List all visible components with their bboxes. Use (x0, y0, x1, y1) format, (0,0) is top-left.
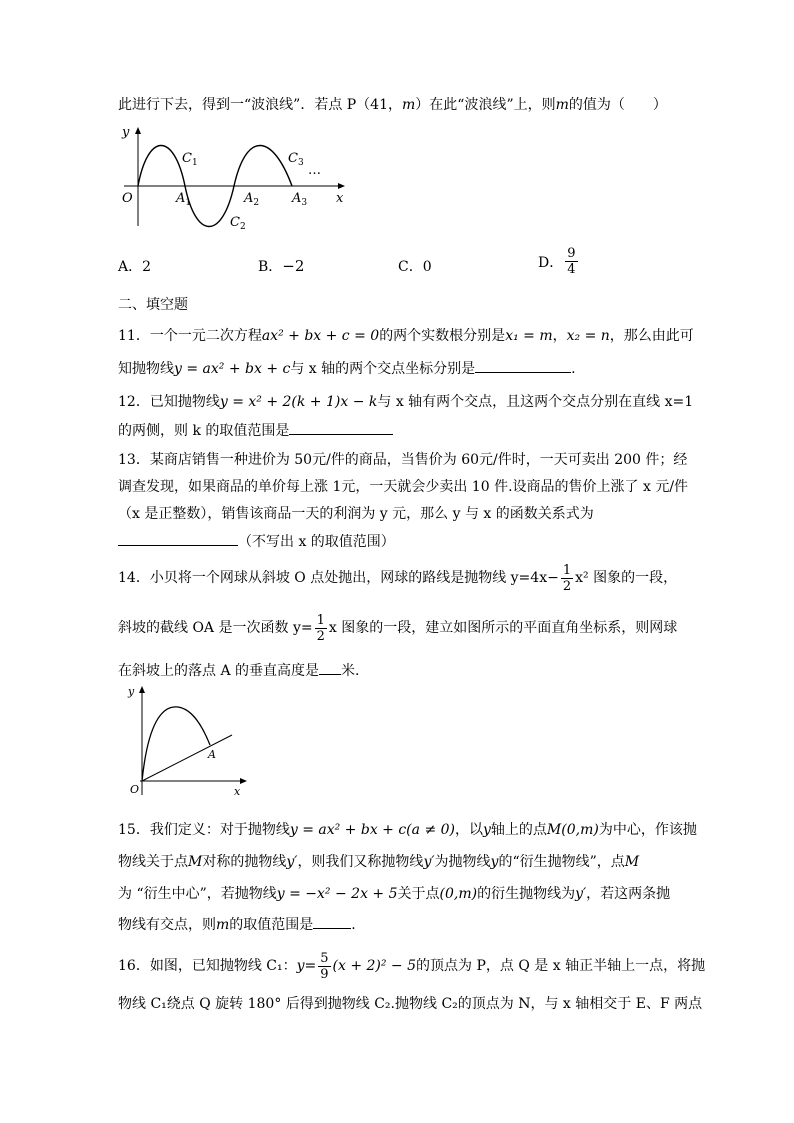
q12-line1 (118, 392, 693, 412)
text: ， (552, 328, 567, 344)
math: x₁ = m (505, 328, 553, 344)
x-label: x (234, 785, 241, 798)
text: x² 图象的一段， (575, 570, 678, 586)
text: 为 “衍生中心”，若抛物线 (118, 886, 277, 902)
q10-tail-line (118, 95, 667, 115)
text: 14．小贝将一个网球从斜坡 O 点处抛出，网球的路线是抛物线 y=4x− (118, 570, 559, 586)
option-d (538, 246, 580, 277)
math: y (490, 854, 499, 870)
math: m (216, 917, 230, 933)
den: 4 (567, 262, 576, 277)
q15-line4 (118, 914, 356, 935)
q12-line2 (118, 420, 393, 441)
math: y = x² + 2(k + 1)x − k (219, 394, 378, 410)
origin-label: O (130, 783, 140, 796)
option-b (258, 256, 304, 276)
text: 的值为（ ） (568, 97, 667, 113)
text: . (351, 917, 356, 933)
text: ，若这两条抛 (586, 886, 671, 902)
y-label: y (122, 125, 130, 140)
text: 物线关于点 (118, 854, 188, 870)
den: 2 (316, 628, 325, 644)
answer-blank[interactable] (319, 660, 341, 675)
text: 为抛物线 (434, 854, 491, 870)
c2-label: $C_2$ (230, 215, 246, 232)
fraction (561, 563, 573, 594)
text: 15．我们定义：对于抛物线 (118, 822, 290, 838)
tennis-figure (120, 683, 250, 803)
answer-blank[interactable] (289, 420, 393, 435)
math: M (624, 854, 640, 870)
math: y = ax² + bx + c(a ≠ 0) (289, 822, 455, 838)
math: M (188, 854, 203, 870)
q15-line2 (118, 852, 639, 872)
dots: … (308, 163, 321, 178)
math: x₂ = n (566, 328, 610, 344)
text: 物线有交点，则 (118, 917, 216, 933)
q14-line3 (118, 660, 359, 681)
text: 与 x 轴的两个交点坐标分别是 (290, 361, 476, 377)
a3-label: $A_3$ (292, 191, 308, 208)
text: 16．如图，已知抛物线 C₁： (118, 958, 297, 974)
point-a-label: A (208, 748, 216, 761)
fraction (565, 246, 577, 277)
num: 9 (567, 246, 576, 261)
q13-line3: （x 是正整数），销售该商品一天的利润为 y 元，那么 y 与 x 的函数关系式为 (118, 506, 594, 522)
q16-line1 (118, 948, 705, 984)
num: 1 (562, 562, 572, 578)
den: 9 (320, 966, 329, 982)
x-label: x (336, 191, 344, 206)
q11-line1 (118, 326, 694, 346)
text: B． (258, 259, 283, 275)
text: 轴上的点 (490, 822, 547, 838)
text: （不写出 x 的取值范围） (238, 534, 395, 550)
math: M(0,m) (546, 822, 599, 838)
q15-line1 (118, 820, 697, 840)
text: 的取值范围是 (229, 917, 314, 933)
fraction (318, 951, 330, 982)
text: 的两侧，则 k 的取值范围是 (118, 423, 290, 439)
math: y= (296, 958, 317, 974)
math: (x + 2)² − 5 (332, 958, 417, 974)
math: m (402, 97, 416, 113)
text: 的衍生抛物线为 (477, 886, 576, 902)
text: x 图象的一段，建立如图所示的平面直角坐标系，则网球 (328, 620, 678, 636)
den: 2 (562, 578, 572, 594)
text: 与 x 轴有两个交点，且这两个交点分别在直线 x=1 (377, 394, 694, 410)
text: 知抛物线 (118, 361, 174, 377)
q14-line1 (118, 562, 677, 594)
num: 5 (320, 950, 329, 966)
q11-line2: 知抛物线y = ax² + bx + c与 x 轴的两个交点坐标分别是 . (118, 358, 576, 379)
y-label: y (128, 685, 135, 698)
c3-label: $C_3$ (288, 151, 304, 168)
text: 为中心，作该抛 (598, 822, 697, 838)
q13-line2: 调查发现，如果商品的单价每上涨 1元，一天就会少卖出 10 件.设商品的售价上涨了 x 元/件 (118, 479, 689, 495)
a1-label: $A_1$ (176, 191, 192, 208)
text: 此进行下去，得到一“波浪线”．若点 P（41， (118, 97, 402, 113)
option-a: A．2 (118, 259, 152, 275)
wave-figure (112, 120, 352, 232)
math: y = ax² + bx + c (174, 361, 291, 377)
parabola-curve (142, 707, 210, 781)
math: y′ (286, 854, 298, 870)
math: m (555, 97, 569, 113)
text: −2 (282, 257, 305, 275)
math: y′ (575, 886, 587, 902)
answer-blank[interactable] (313, 914, 351, 929)
text: 斜坡的截线 OA 是一次函数 y= (118, 620, 313, 636)
q13-line4 (118, 531, 395, 552)
text: 对称的抛物线 (202, 854, 287, 870)
text: 的顶点为 P，点 Q 是 x 轴正半轴上一点，将抛 (416, 958, 706, 974)
text: 的“衍生抛物线”，点 (498, 854, 625, 870)
text: ，则我们又称抛物线 (297, 854, 424, 870)
text: ，那么由此可 (609, 328, 694, 344)
text: 在斜坡上的落点 A 的垂直高度是 (118, 663, 320, 679)
math: (0,m) (439, 886, 478, 902)
origin-label: O (122, 191, 133, 206)
text: 的两个实数根分别是 (379, 328, 506, 344)
text: D． (538, 254, 564, 271)
text: 12．已知抛物线 (118, 394, 220, 410)
num: 1 (316, 612, 325, 628)
q15-line3 (118, 884, 670, 904)
answer-blank[interactable] (118, 531, 238, 546)
slope-line (142, 735, 232, 781)
a2-label: $A_2$ (244, 191, 260, 208)
math: y = −x² − 2x + 5 (276, 886, 398, 902)
c1-label: $C_1$ (182, 151, 198, 168)
math: y (483, 822, 491, 838)
text: ，以 (455, 822, 483, 838)
answer-blank[interactable] (475, 358, 571, 373)
q13-line1: 13．某商店销售一种进价为 50元/件的商品，当售价为 60元/件时，一天可卖出 200 件；经 (118, 452, 688, 468)
text: ）在此“波浪线”上，则 (415, 97, 556, 113)
text: 米. (341, 663, 360, 679)
q16-line2: 物线 C₁绕点 Q 旋转 180° 后得到抛物线 C₂.抛物线 C₂的顶点为 N，与 x 轴相交于 E、F 两点 (118, 996, 703, 1012)
fraction (315, 613, 327, 644)
text: 关于点 (397, 886, 440, 902)
math: ax² + bx + c = 0 (261, 328, 380, 344)
q14-line2 (118, 612, 677, 644)
math: y′ (423, 854, 435, 870)
option-c: C．0 (398, 259, 432, 275)
section-title: 二、填空题 (118, 297, 188, 313)
text: 11．一个一元二次方程 (118, 328, 262, 344)
